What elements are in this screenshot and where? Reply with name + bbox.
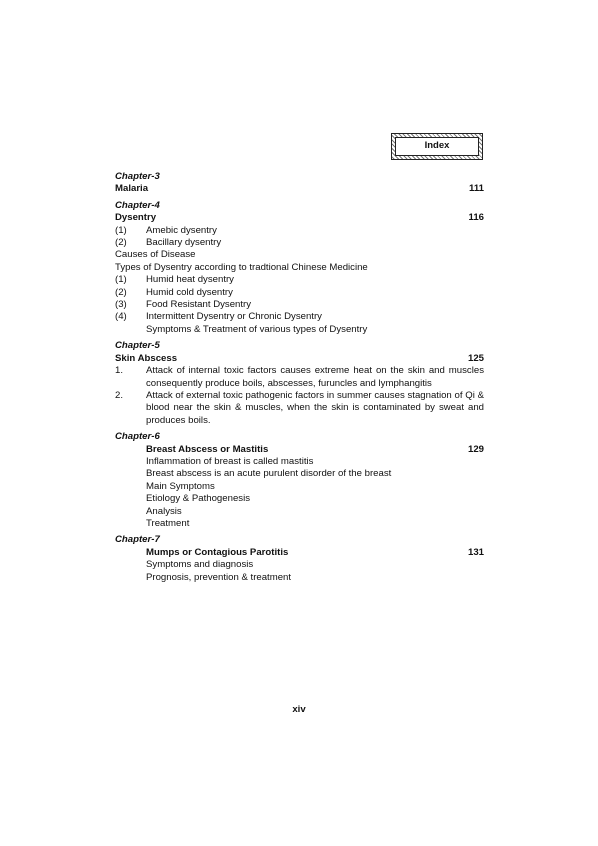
item-number: 1.	[115, 365, 124, 377]
item-text: Humid heat dysentry	[146, 274, 234, 286]
chapter-4-entry[interactable]	[115, 212, 484, 224]
chapter-3-title: Malaria	[115, 183, 149, 195]
chapter-5-label: Chapter-5	[115, 340, 160, 352]
chapter-5-entry[interactable]	[115, 353, 484, 365]
section-line: Etiology & Pathogenesis	[146, 493, 250, 505]
index-header-box	[391, 133, 483, 160]
section-line: Inflammation of breast is called mastitis	[146, 455, 314, 467]
item-number: (4)	[115, 311, 127, 323]
item-number: (3)	[115, 299, 127, 311]
section-line: Treatment	[146, 517, 190, 529]
chapter-3-entry[interactable]	[115, 183, 484, 195]
chapter-7-title: Mumps or Contagious Parotitis	[146, 546, 289, 558]
item-text: Humid cold dysentry	[146, 286, 233, 298]
chapter-7-label: Chapter-7	[115, 534, 160, 546]
table-of-contents	[115, 171, 484, 584]
section-line: Prognosis, prevention & treatment	[146, 571, 292, 583]
list-item	[115, 274, 484, 286]
item-number: (1)	[115, 274, 127, 286]
item-number: (1)	[115, 224, 127, 236]
list-item	[115, 237, 484, 249]
section-line: Analysis	[146, 505, 182, 517]
chapter-5-title: Skin Abscess	[115, 352, 178, 364]
chapter-3-label: Chapter-3	[115, 171, 160, 182]
section-line: Causes of Disease	[115, 249, 196, 261]
item-text: Intermittent Dysentry or Chronic Dysentry	[146, 311, 322, 323]
item-text: Attack of internal toxic factors causes extreme heat on the skin and muscles consequently produce boils, abscesses, furuncles and lymphangitis	[146, 365, 484, 389]
chapter-5-page: 125	[467, 352, 484, 364]
list-item	[115, 287, 484, 299]
chapter-4-label: Chapter-4	[115, 199, 160, 211]
item-text: Food Resistant Dysentry	[146, 299, 252, 311]
page-number: xiv	[292, 704, 306, 715]
chapter-6-label: Chapter-6	[115, 431, 160, 443]
section-line: Types of Dysentry according to tradtional Chinese Medicine	[115, 261, 368, 273]
item-number: (2)	[115, 286, 127, 298]
section-line: Breast abscess is an acute purulent disorder of the breast	[146, 468, 392, 480]
chapter-6-title: Breast Abscess or Mastitis	[146, 443, 269, 455]
chapter-7-entry[interactable]	[115, 547, 484, 559]
chapter-4-page: 116	[468, 212, 484, 224]
section-line: Symptoms & Treatment of various types of Dysentry	[146, 323, 368, 335]
chapter-6-entry[interactable]	[115, 444, 484, 456]
list-item	[115, 299, 484, 311]
list-item	[115, 225, 484, 237]
item-text: Attack of external toxic pathogenic factors in summer causes stagnation of Qi & blood near the skin & muscles, when the skin is contaminated by sweat and produces boils.	[146, 389, 484, 426]
item-number: (2)	[115, 237, 127, 249]
item-number: 2.	[115, 389, 124, 401]
item-text: Bacillary dysentry	[146, 237, 222, 249]
section-line: Symptoms and diagnosis	[146, 559, 254, 571]
list-item	[115, 390, 484, 427]
list-item	[115, 365, 484, 390]
section-line: Main Symptoms	[146, 480, 215, 492]
chapter-7-page: 131	[467, 546, 484, 558]
chapter-4-title: Dysentry	[115, 212, 157, 224]
chapter-6-page: 129	[467, 443, 484, 455]
chapter-3-page: 111	[469, 183, 484, 195]
list-item	[115, 311, 484, 323]
index-label: Index	[395, 137, 479, 156]
item-text: Amebic dysentry	[146, 224, 217, 236]
